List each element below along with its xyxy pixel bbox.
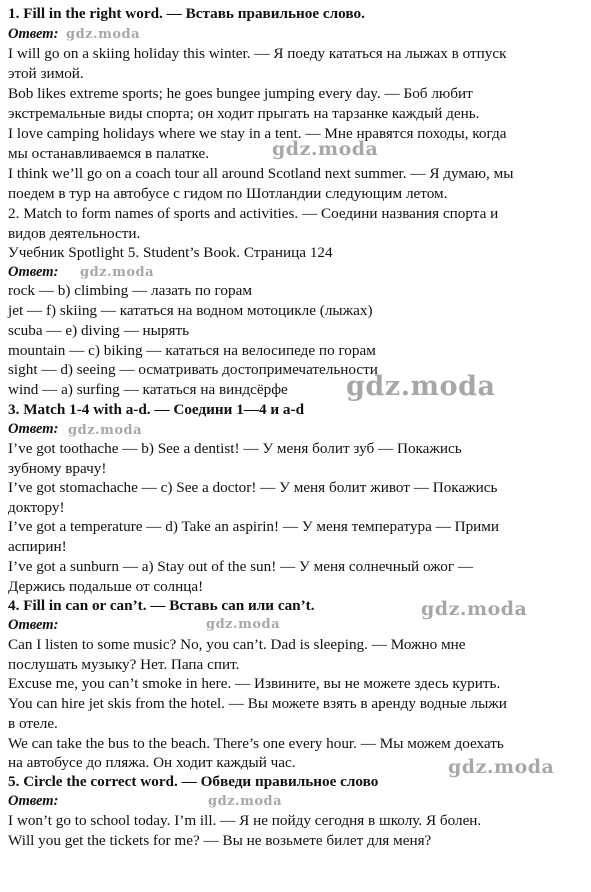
text-line: I’ve got toothache — b) See a dentist! — У меня болит зуб — Покажись (8, 440, 462, 457)
text-line: You can hire jet skis from the hotel. — Вы можете взять в аренду водные лыжи (8, 695, 507, 712)
text-line: rock — b) climbing — лазать по горам (8, 282, 252, 299)
text-line: доктору! (8, 499, 65, 516)
text-line: Will you get the tickets for me? — Вы не возьмете билет для меня? (8, 832, 432, 849)
watermark: gdz.moda (68, 423, 143, 438)
text-line: I will go on a skiing holiday this winter. — Я поеду кататься на лыжах в отпуск (8, 45, 507, 62)
text-line: Держись подальше от солнца! (8, 578, 204, 595)
text-line: I’ve got a sunburn — a) Stay out of the sun! — У меня солнечный ожог — (8, 558, 474, 575)
section-2-heading: 2. Match to form names of sports and activities. — Соедини названия спорта и (8, 205, 499, 222)
section-1-heading: 1. Fill in the right word. — Вставь правильное слово. (8, 5, 365, 22)
text-line: I think we’ll go on a coach tour all around Scotland next summer. — Я думаю, мы (8, 165, 514, 182)
text-line: поедем в тур на автобусе с гидом по Шотландии следующим летом. (8, 185, 448, 202)
watermark: gdz.moda (448, 756, 555, 778)
text-line: I won’t go to school today. I’m ill. — Я не пойду сегодня в школу. Я болен. (8, 812, 482, 829)
text-line: на автобусе до пляжа. Он ходит каждый час. (8, 754, 296, 771)
text-line: wind — a) surfing — кататься на виндсёрфе (8, 381, 288, 398)
watermark: gdz.moda (208, 794, 283, 809)
text-line: зубному врачу! (8, 460, 107, 477)
text-line: Can I listen to some music? No, you can’t. Dad is sleeping. — Можно мне (8, 636, 466, 653)
answer-label: Ответ: (8, 421, 59, 437)
watermark: gdz.moda (206, 617, 281, 632)
text-line: I love camping holidays where we stay in a tent. — Мне нравятся походы, когда (8, 125, 507, 142)
watermark: gdz.moda (80, 265, 155, 280)
text-line: этой зимой. (8, 65, 84, 82)
watermark: gdz.moda (346, 371, 496, 402)
text-line: видов деятельности. (8, 225, 141, 242)
text-line: We can take the bus to the beach. There’s one every hour. — Мы можем доехать (8, 735, 504, 752)
textbook-reference: Учебник Spotlight 5. Student’s Book. Страница 124 (8, 244, 333, 261)
text-line: mountain — c) biking — кататься на велосипеде по горам (8, 342, 376, 359)
answer-label: Ответ: (8, 26, 59, 42)
section-4-heading: 4. Fill in can or can’t. — Вставь can или can’t. (8, 597, 315, 614)
watermark: gdz.moda (272, 138, 379, 160)
watermark: gdz.moda (421, 598, 528, 620)
text-line: послушать музыку? Нет. Папа спит. (8, 656, 240, 673)
section-3-heading: 3. Match 1-4 with a-d. — Соедини 1—4 и a-d (8, 401, 305, 418)
text-line: I’ve got a temperature — d) Take an aspirin! — У меня температура — Прими (8, 518, 500, 535)
text-line: Excuse me, you can’t smoke in here. — Извините, вы не можете здесь курить. (8, 675, 501, 692)
text-line: sight — d) seeing — осматривать достопримечательности (8, 361, 378, 378)
watermark: gdz.moda (66, 27, 141, 42)
answer-label: Ответ: (8, 617, 59, 633)
section-5-heading: 5. Circle the correct word. — Обведи правильное слово (8, 773, 379, 790)
text-line: в отеле. (8, 715, 58, 732)
answer-label: Ответ: (8, 264, 59, 280)
text-line: scuba — e) diving — нырять (8, 322, 190, 339)
text-line: jet — f) skiing — кататься на водном мотоцикле (лыжах) (8, 302, 373, 319)
answer-label: Ответ: (8, 793, 59, 809)
text-line: аспирин! (8, 538, 67, 555)
text-line: I’ve got stomachache — c) See a doctor! — У меня болит живот — Покажись (8, 479, 498, 496)
text-line: Bob likes extreme sports; he goes bungee jumping every day. — Боб любит (8, 85, 473, 102)
text-line: мы останавливаемся в палатке. (8, 145, 210, 162)
text-line: экстремальные виды спорта; он ходит прыгать на тарзанке каждый день. (8, 105, 480, 122)
